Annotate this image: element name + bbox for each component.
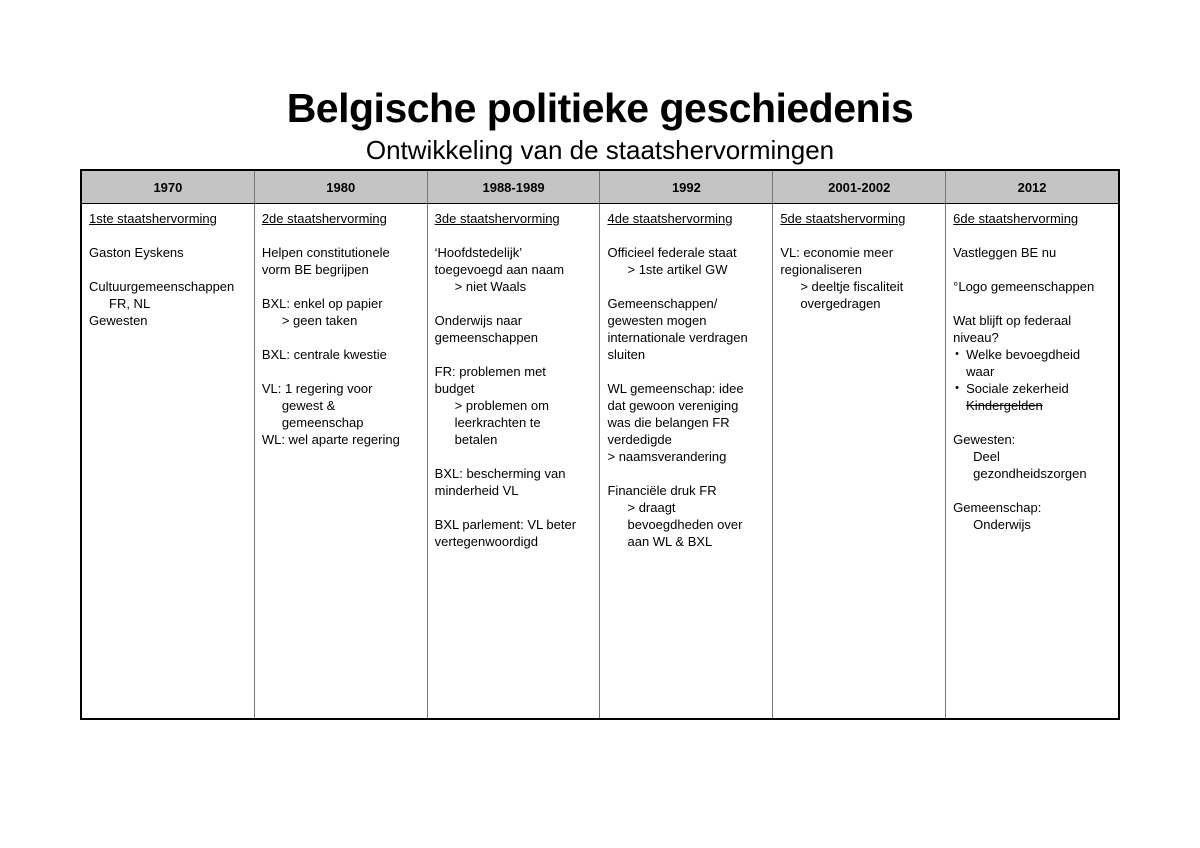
note-line: WL gemeenschap: idee [607, 381, 744, 396]
note-line: FR, NL [109, 296, 151, 311]
note-line: gewesten mogen [607, 313, 707, 328]
note-line: Gewesten: [953, 432, 1016, 447]
note-line: BXL parlement: VL beter [434, 517, 577, 532]
note-line: > 1ste artikel GW [627, 262, 728, 277]
note-line: gemeenschap [281, 415, 364, 430]
column-1992 [600, 204, 773, 718]
note-line: > geen taken [281, 313, 358, 328]
note-line: ‘Hoofdstedelijk’ [434, 245, 523, 260]
note-line: Vastleggen BE nu [953, 245, 1057, 260]
note-line: BXL: bescherming van [434, 466, 566, 481]
note-line: Gemeenschap: [953, 500, 1042, 515]
note-line: leerkrachten te [454, 415, 541, 430]
note-line: waar [966, 364, 995, 379]
note-line: °Logo gemeenschappen [953, 279, 1095, 294]
note-line: was die belangen FR [607, 415, 730, 430]
note-line: aan WL & BXL [627, 534, 713, 549]
note-line: Wat blijft op federaal [953, 313, 1072, 328]
note-line: verdedigde [607, 432, 672, 447]
note-line: > niet Waals [454, 279, 527, 294]
note-line: Officieel federale staat [607, 245, 737, 260]
struck-note-line: Kindergelden [966, 398, 1043, 413]
note-line: WL: wel aparte regering [261, 432, 400, 447]
note-line: internationale verdragen [607, 330, 748, 345]
note-line: VL: 1 regering voor [261, 381, 373, 396]
header-cell-1970: 1970 [82, 171, 255, 203]
header-cell-2012: 2012 [1017, 179, 1047, 195]
column-heading: 4de staatshervorming [607, 211, 733, 226]
column-1980 [255, 204, 428, 718]
page-subtitle: Ontwikkeling van de staatshervormingen [365, 135, 835, 165]
header-cell-2001-2002: 2001-2002 [773, 171, 946, 203]
column-heading: 6de staatshervorming [953, 211, 1079, 226]
note-line: sluiten [607, 347, 646, 362]
note-line: Gewesten [89, 313, 148, 328]
note-line: > draagt [627, 500, 676, 515]
column-1988-1989 [428, 204, 601, 718]
note-line: Onderwijs naar [434, 313, 523, 328]
note-line: > problemen om [454, 398, 549, 413]
note-line: vorm BE begrijpen [261, 262, 369, 277]
note-line: Deel [973, 449, 1000, 464]
note-line: gemeenschappen [434, 330, 539, 345]
note-line: Helpen constitutionele [261, 245, 390, 260]
note-line: overgedragen [800, 296, 881, 311]
header-cell-1992: 1992 [600, 171, 773, 203]
table-body-row [82, 204, 1118, 718]
bullet-item: • Sociale zekerheid [953, 380, 1112, 397]
note-line: dat gewoon vereniging [607, 398, 739, 413]
note-line: FR: problemen met [434, 364, 546, 379]
note-line: > deeltje fiscaliteit [800, 279, 904, 294]
note-line: vertegenwoordigd [434, 534, 539, 549]
table-header-row [82, 171, 1118, 204]
note-line: > naamsverandering [607, 449, 727, 464]
note-line: BXL: enkel op papier [261, 296, 383, 311]
note-line: Gemeenschappen/ [607, 296, 718, 311]
timeline-table [80, 169, 1120, 720]
note-line: BXL: centrale kwestie [261, 347, 387, 362]
note-line: regionaliseren [780, 262, 862, 277]
note-line: toegevoegd aan naam [434, 262, 565, 277]
note-line: Gaston Eyskens [89, 245, 184, 260]
note-line: bevoegdheden over [627, 517, 743, 532]
note-line: budget [434, 381, 475, 396]
page-title: Belgische politieke geschiedenis [286, 85, 914, 131]
bullet-item: • Welke bevoegdheid [953, 346, 1112, 363]
column-2012 [946, 204, 1118, 718]
note-line: minderheid VL [434, 483, 519, 498]
note-line: Onderwijs [973, 517, 1031, 532]
column-heading: 1ste staatshervorming [89, 211, 217, 226]
note-line: Financiële druk FR [607, 483, 717, 498]
column-2001-2002 [773, 204, 946, 718]
note-line: VL: economie meer [780, 245, 894, 260]
note-line: niveau? [953, 330, 999, 345]
column-heading: 5de staatshervorming [780, 211, 906, 226]
column-heading: 3de staatshervorming [434, 211, 560, 226]
header-cell-1988-1989: 1988-1989 [428, 171, 601, 203]
column-heading: 2de staatshervorming [261, 211, 387, 226]
header-cell-1980: 1980 [255, 171, 428, 203]
note-line: Cultuurgemeenschappen [89, 279, 235, 294]
note-line: gewest & [281, 398, 336, 413]
note-line: gezondheidszorgen [973, 466, 1087, 481]
note-line: betalen [454, 432, 498, 447]
column-1970 [82, 204, 255, 718]
